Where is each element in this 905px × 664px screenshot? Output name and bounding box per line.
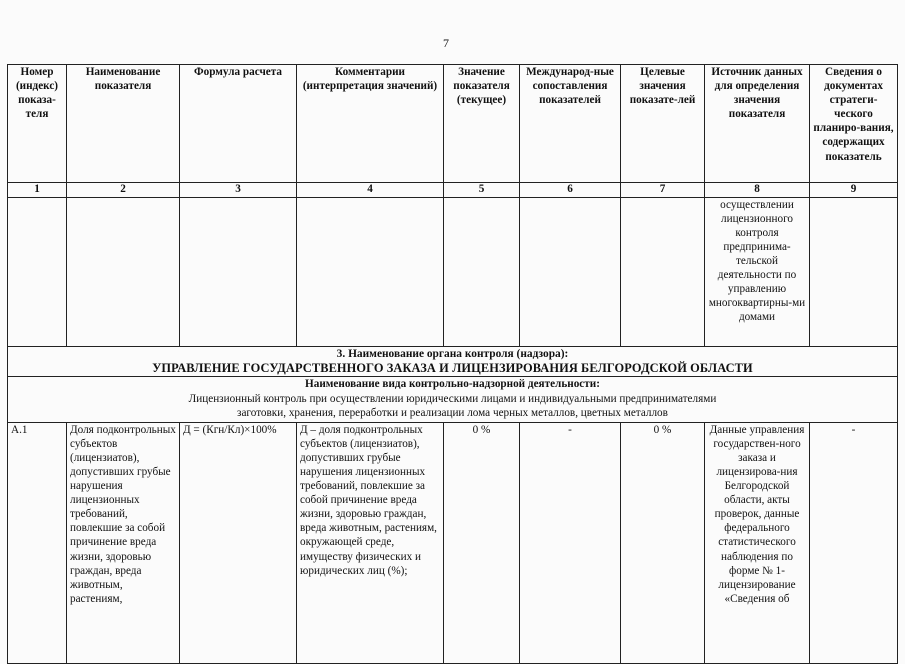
header-cell-index: Номер (индекс) показа-теля <box>8 65 67 183</box>
column-number-row <box>8 183 898 198</box>
section-title-line-1: 3. Наименование органа контроля (надзора): <box>336 347 569 360</box>
row-documents-cell: - <box>810 422 898 663</box>
column-number: 5 <box>444 183 520 198</box>
empty-cell <box>180 197 297 346</box>
continuation-row <box>8 197 898 346</box>
empty-cell <box>621 197 705 346</box>
empty-cell <box>810 197 898 346</box>
header-cell-name: Наименование показателя <box>67 65 180 183</box>
empty-cell <box>8 197 67 346</box>
column-number: 3 <box>180 183 297 198</box>
section-title-row <box>8 346 898 376</box>
header-cell-formula: Формула расчета <box>180 65 297 183</box>
row-source-cell: Данные управления государствен-ного заказа и лицензирова-ния Белгородской области, акты проверок, данные федерального статистического наблюдения по форме № 1-лицензирование «Сведения об <box>705 422 810 663</box>
indicator-table <box>7 64 898 664</box>
section-title-cell <box>8 346 898 376</box>
control-kind-title: Наименование вида контрольно-надзорной деятельности: <box>305 378 600 391</box>
control-kind-row <box>8 377 898 422</box>
column-number: 6 <box>520 183 621 198</box>
header-cell-target: Целевые значения показате-лей <box>621 65 705 183</box>
empty-cell <box>444 197 520 346</box>
row-name-cell: Доля подконтрольных субъектов (лицензиатов), допустивших грубые нарушения лицензионных требований, повлекшие за собой причинение вреда жизни, здоровью граждан, вреда животным, растениям, <box>67 422 180 663</box>
section-title-line-2: УПРАВЛЕНИЕ ГОСУДАРСТВЕННОГО ЗАКАЗА И ЛИЦЕНЗИРОВАНИЯ БЕЛГОРОДСКОЙ ОБЛАСТИ <box>152 361 753 376</box>
page-number: 7 <box>443 36 449 50</box>
column-number: 7 <box>621 183 705 198</box>
column-number: 9 <box>810 183 898 198</box>
header-cell-current-value: Значение показателя (текущее) <box>444 65 520 183</box>
column-number: 2 <box>67 183 180 198</box>
column-number: 1 <box>8 183 67 198</box>
row-current-value-cell: 0 % <box>444 422 520 663</box>
header-cell-source: Источник данных для определения значения показателя <box>705 65 810 183</box>
empty-cell <box>520 197 621 346</box>
continuation-source-cell: осуществлении лицензионного контроля предпринима-тельской деятельности по управлению многоквартирны-ми домами <box>705 197 810 346</box>
control-kind-cell <box>8 377 898 422</box>
control-kind-line-2: заготовки, хранения, переработки и реализации лома черных металлов, цветных металлов <box>237 406 668 419</box>
column-number: 8 <box>705 183 810 198</box>
column-number: 4 <box>297 183 444 198</box>
header-cell-comment: Комментарии (интерпретация значений) <box>297 65 444 183</box>
row-target-cell: 0 % <box>621 422 705 663</box>
empty-cell <box>297 197 444 346</box>
empty-cell <box>67 197 180 346</box>
header-cell-international: Международ-ные сопоставления показателей <box>520 65 621 183</box>
row-comment-cell: Д – доля подконтрольных субъектов (лицензиатов), допустивших грубые нарушения лицензионных требований, повлекшие за собой причинение вреда жизни, здоровью граждан, вреда животным, растениям, окружающей среде, имуществу физических и юридических лиц (%); <box>297 422 444 663</box>
header-cell-documents: Сведения о документах стратеги-ческого планиро-вания, содержащих показатель <box>810 65 898 183</box>
row-formula-cell: Д = (Кгн/Кл)×100% <box>180 422 297 663</box>
row-index-cell: А.1 <box>8 422 67 663</box>
table-row <box>8 422 898 663</box>
header-row <box>8 65 898 183</box>
control-kind-line-1: Лицензионный контроль при осуществлении юридическими лицами и индивидуальными предпринимателями <box>188 392 717 405</box>
row-international-cell: - <box>520 422 621 663</box>
